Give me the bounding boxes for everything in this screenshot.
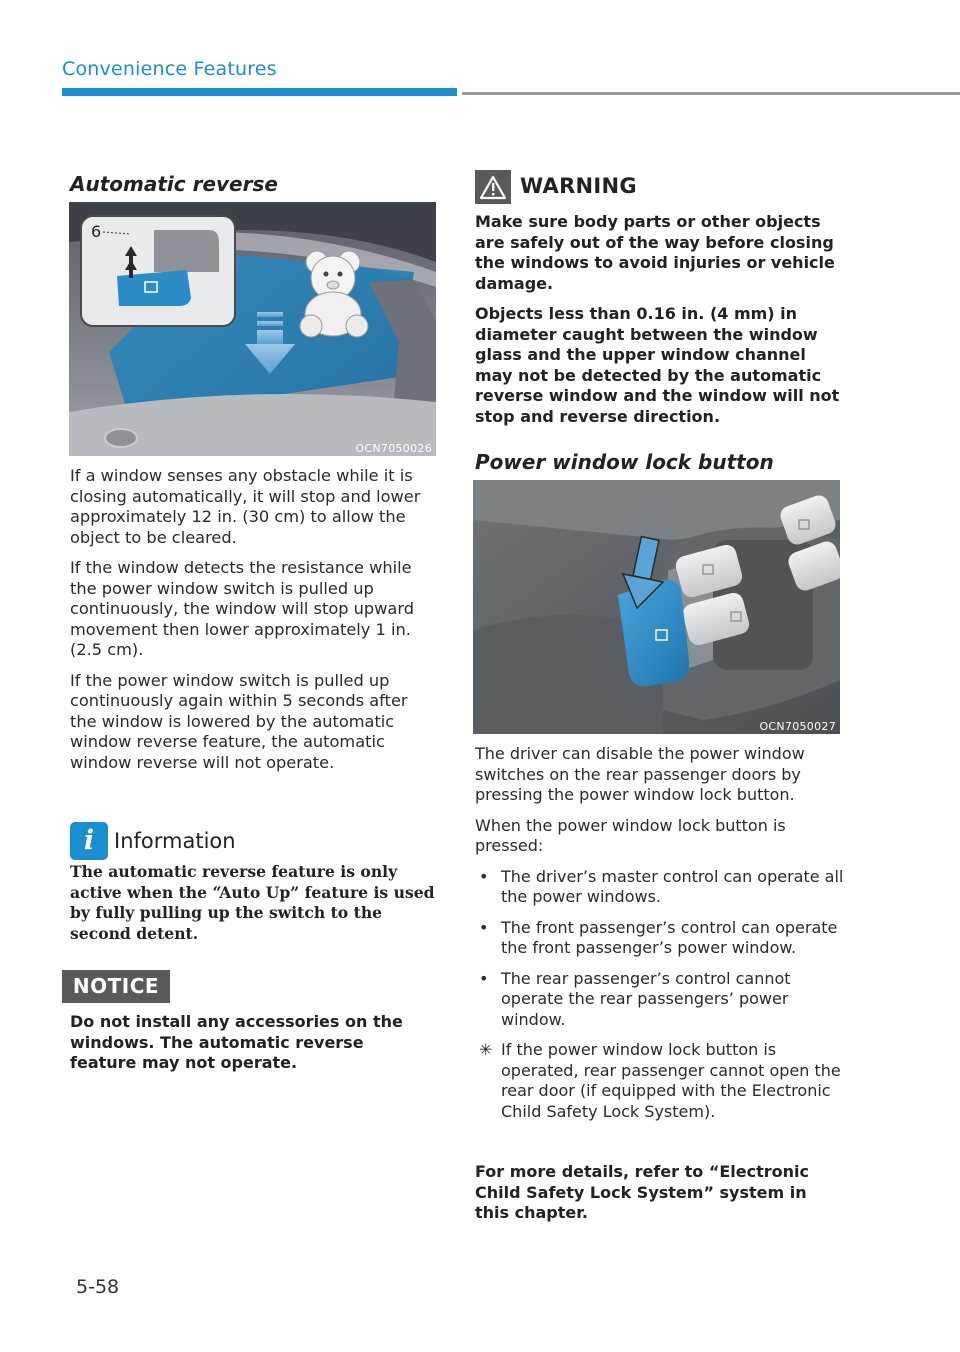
permissions-list	[475, 867, 850, 1123]
warning-icon	[475, 170, 511, 204]
warning-paragraph: Make sure body parts or other objects are safely out of the way before closing the windows to avoid injuries or vehicle damage.	[475, 212, 835, 293]
lock-button-text	[475, 744, 850, 1132]
warning-title: WARNING	[520, 174, 637, 198]
power-window-lock-illustration	[473, 480, 840, 734]
paragraph: If the power window switch is pulled up continuously again within 5 seconds after the window is lowered by the automatic window reverse feature, the automatic window reverse will not operate.	[70, 670, 408, 772]
info-title: Information	[114, 829, 236, 853]
switch-inset	[81, 216, 235, 326]
list-item: • The driver’s master control can operate all the power windows.	[479, 866, 844, 906]
paragraph: The driver can disable the power window switches on the rear passenger doors by pressing the power window lock button.	[475, 744, 805, 804]
header-rule	[462, 92, 960, 95]
info-icon: i	[70, 822, 108, 860]
heading-automatic-reverse: Automatic reverse	[70, 172, 278, 196]
heading-power-window-lock: Power window lock button	[475, 450, 774, 474]
callout-number: 6	[91, 222, 102, 241]
page-number: 5-58	[76, 1276, 120, 1298]
warning-paragraph: Objects less than 0.16 in. (4 mm) in diameter caught between the window glass and the upper window channel may not be detected by the automatic reverse window and the window will not stop and reverse direction.	[475, 304, 840, 426]
window-obstacle-illustration	[69, 202, 436, 456]
info-body: The automatic reverse feature is only active when the “Auto Up” feature is used by fully pulling up the switch to the second detent.	[70, 862, 435, 943]
list-item: • The front passenger’s control can operate the front passenger’s power window.	[479, 917, 838, 957]
notice-body: Do not install any accessories on the windows. The automatic reverse feature may not operate.	[70, 1012, 403, 1072]
list-item: ✳ If the power window lock button is operated, rear passenger cannot open the rear door (if equipped with the Electronic Child Safety Lock System).	[479, 1040, 841, 1121]
image-code: OCN7050027	[759, 720, 836, 733]
header-rule-accent	[62, 88, 457, 96]
automatic-reverse-text	[70, 466, 438, 773]
footer-note: For more details, refer to “Electronic Child Safety Lock System” system in this chapter.	[475, 1162, 809, 1222]
automatic-reverse-illustration	[69, 202, 436, 456]
warning-body	[475, 212, 845, 427]
list-item: • The rear passenger’s control cannot operate the rear passengers’ power window.	[479, 968, 791, 1029]
paragraph: If the window detects the resistance while the power window switch is pulled up continuously, the window will stop upward movement then lower approximately 1 in. (2.5 cm).	[70, 558, 414, 659]
notice-label: NOTICE	[62, 970, 170, 1003]
paragraph: If a window senses any obstacle while it is closing automatically, it will stop and lower approximately 12 in. (30 cm) to allow the object to be cleared.	[70, 466, 421, 547]
section-title: Convenience Features	[62, 58, 277, 80]
lock-button-illustration	[473, 480, 840, 734]
paragraph: When the power window lock button is pressed:	[475, 815, 786, 855]
image-code: OCN7050026	[355, 442, 432, 455]
